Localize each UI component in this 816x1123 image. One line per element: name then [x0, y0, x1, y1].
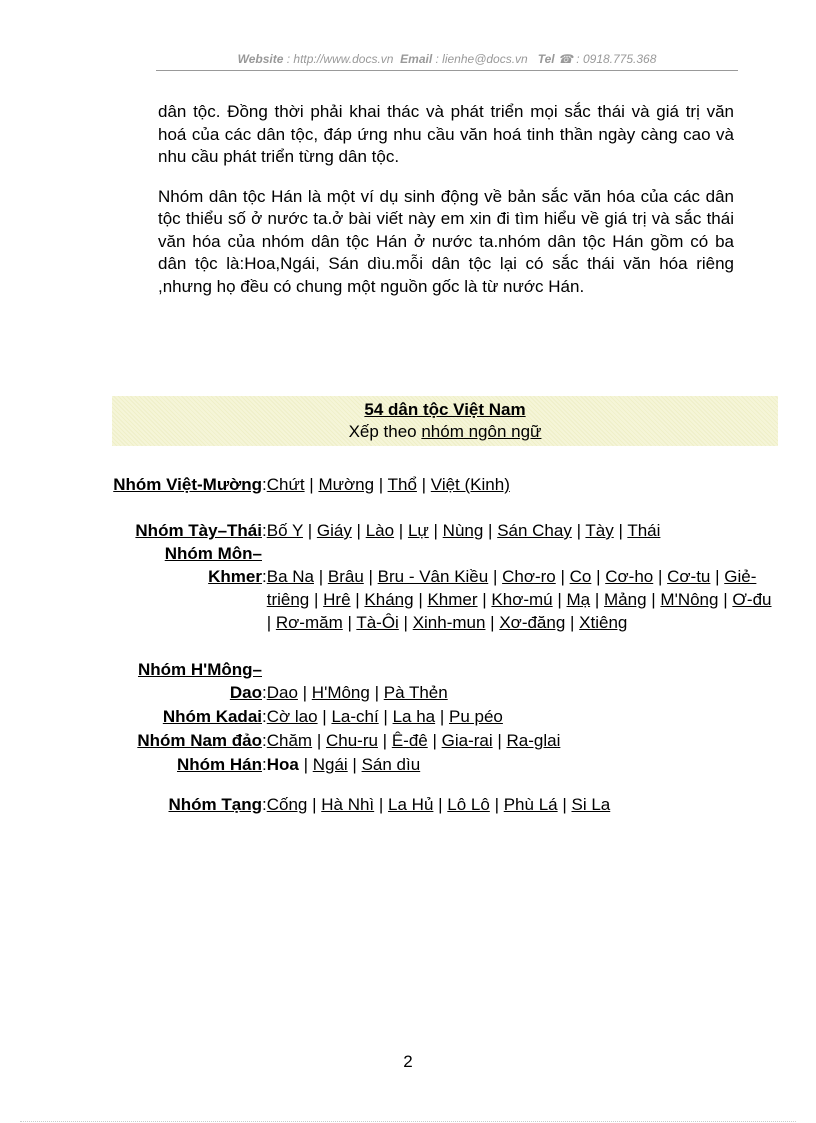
ethnic-group-link[interactable]: Rơ-măm — [275, 613, 343, 632]
groups-table — [112, 450, 778, 816]
website-value[interactable]: : http://www.docs.vn — [286, 52, 394, 66]
ethnic-group-link[interactable]: Lô Lô — [447, 795, 490, 814]
group-row — [112, 704, 778, 728]
separator: | — [557, 795, 572, 814]
ethnic-group-link[interactable]: Hà Nhì — [321, 795, 375, 814]
ethnic-group-link[interactable]: Ê-đê — [391, 731, 428, 750]
separator: | — [309, 590, 324, 609]
ethnic-group-link[interactable]: Chu-ru — [325, 731, 378, 750]
ethnic-group-link[interactable]: La-chí — [331, 707, 379, 726]
group-name[interactable]: Nhóm Kadai — [162, 707, 262, 726]
group-row — [112, 658, 778, 704]
ethnic-group-link[interactable]: Ngái — [312, 755, 348, 774]
ethnic-group-link[interactable]: M'Nông — [660, 590, 719, 609]
language-group-link[interactable]: nhóm ngôn ngữ — [421, 422, 542, 441]
ethnic-group-link[interactable]: Xinh-mun — [412, 613, 486, 632]
group-row — [112, 728, 778, 752]
separator: | — [378, 707, 393, 726]
ethnic-group-link[interactable]: Tày — [585, 521, 614, 540]
group-colon: : — [262, 567, 267, 586]
ethnic-group-link[interactable]: Nùng — [442, 521, 484, 540]
ethnic-group-link[interactable]: Sán dìu — [361, 755, 421, 774]
separator: | — [489, 795, 504, 814]
separator: | — [433, 795, 448, 814]
group-members — [267, 728, 778, 752]
group-name[interactable]: Nhóm Nam đảo — [137, 731, 262, 750]
ethnic-group-link[interactable]: Cơ-ho — [605, 567, 654, 586]
separator: | — [298, 755, 313, 774]
email-value[interactable]: : lienhe@docs.vn — [435, 52, 528, 66]
separator: | — [477, 590, 492, 609]
separator: | — [347, 755, 362, 774]
ethnic-group-link[interactable]: Khơ-mú — [491, 590, 553, 609]
ethnic-group-link[interactable]: Pà Thẻn — [383, 683, 448, 702]
ethnic-group-link[interactable]: La Hủ — [388, 795, 434, 814]
separator: | — [555, 567, 570, 586]
separator: | — [590, 590, 605, 609]
separator: | — [653, 567, 668, 586]
ethnic-group-link[interactable]: Giáy — [316, 521, 352, 540]
group-row — [112, 542, 778, 658]
email-label: Email — [400, 52, 433, 66]
group-colon: : — [262, 521, 267, 540]
ethnic-group-link[interactable]: Mảng — [604, 590, 647, 609]
ethnic-group-link[interactable]: Hrê — [323, 590, 351, 609]
phone-icon: ☎ — [558, 52, 573, 66]
group-name[interactable]: Nhóm Tày–Thái — [135, 521, 262, 540]
ethnic-group-link[interactable]: Gia-rai — [441, 731, 493, 750]
ethnic-group-link[interactable]: Mường — [318, 475, 375, 494]
group-members — [267, 704, 778, 728]
separator: | — [613, 521, 628, 540]
separator: | — [302, 521, 317, 540]
ethnic-group-link[interactable]: Co — [569, 567, 592, 586]
separator: | — [427, 731, 442, 750]
separator: | — [369, 683, 384, 702]
ethnic-group-link[interactable]: Bru - Vân Kiều — [377, 567, 489, 586]
separator: | — [374, 475, 388, 494]
ethnic-group-link[interactable]: Giẻ-triêng — [266, 567, 757, 609]
body-text — [158, 101, 734, 315]
separator: | — [718, 590, 733, 609]
group-members — [267, 658, 778, 704]
group-name[interactable]: Nhóm Hán — [177, 755, 262, 774]
tel-label: Tel — [537, 52, 555, 66]
separator: | — [312, 731, 326, 750]
subtitle-prefix: Xếp theo — [348, 422, 422, 441]
ethnic-group-link[interactable]: Xơ-đăng — [499, 613, 566, 632]
group-colon: : — [262, 475, 267, 494]
separator: | — [435, 707, 449, 726]
separator: | — [266, 613, 276, 632]
group-name[interactable]: Nhóm H'Mông–Dao — [138, 660, 262, 702]
ethnic-group-link[interactable]: H'Mông — [311, 683, 370, 702]
ethnic-group-link[interactable]: Ra-glai — [506, 731, 561, 750]
separator: | — [413, 590, 428, 609]
ethnic-group-link[interactable]: Khmer — [427, 590, 478, 609]
ethnic-group-link[interactable]: Thái — [627, 521, 661, 540]
separator: | — [416, 475, 431, 494]
table-subtitle — [112, 421, 778, 443]
group-members — [267, 776, 778, 816]
ethnic-group-link[interactable]: Thổ — [387, 475, 417, 494]
paragraph: Nhóm dân tộc Hán là một ví dụ sinh động về bản sắc văn hóa của các dân tộc thiểu số ở nước ta.ở bài viết này em xin đi tìm hiểu về giá trị và sắc thái văn hóa của nhóm dân tộc Hán ở nước ta.nhóm dân tộc Hán gồm có ba dân tộc là:Hoa,Ngái, Sán dìu.mỗi dân tộc lại có sắc thái văn hóa riêng ,nhưng họ đều có chung một nguồn gốc là từ nước Hán. — [158, 186, 734, 296]
separator: | — [398, 613, 413, 632]
ethnic-group-link[interactable]: Brâu — [327, 567, 364, 586]
group-row — [112, 752, 778, 776]
group-row — [112, 496, 778, 542]
separator: | — [485, 613, 500, 632]
separator: | — [304, 475, 319, 494]
group-name[interactable]: Nhóm Tạng — [168, 795, 262, 814]
ethnic-group-link[interactable]: Cờ lao — [266, 707, 318, 726]
group-members — [267, 496, 778, 542]
table-caption — [112, 396, 778, 446]
footer-divider — [20, 1121, 796, 1122]
paragraph: dân tộc. Đồng thời phải khai thác và phát triển mọi sắc thái và giá trị văn hoá của các dân tộc, đáp ứng nhu cầu văn hoá tinh thần ngày càng cao và nhu cầu phát triển từng dân tộc. — [158, 102, 734, 166]
page-header — [156, 52, 738, 66]
group-colon: : — [262, 795, 267, 814]
ethnic-group-link[interactable]: Dao — [266, 683, 298, 702]
ethnic-group-link[interactable]: Lào — [365, 521, 395, 540]
group-members — [267, 450, 778, 496]
group-row — [112, 776, 778, 816]
ethnic-group-link[interactable]: Mạ — [566, 590, 591, 609]
ethnic-group-link[interactable]: Pu péo — [449, 707, 503, 726]
ethnic-group-link[interactable]: La ha — [392, 707, 436, 726]
separator: | — [552, 590, 567, 609]
separator: | — [428, 521, 443, 540]
separator: | — [710, 567, 725, 586]
header-divider — [156, 70, 738, 71]
website-label: Website — [237, 52, 284, 66]
separator: | — [591, 567, 606, 586]
separator: | — [342, 613, 357, 632]
separator: | — [363, 567, 378, 586]
ethnic-group-link[interactable]: Ba Na — [266, 567, 314, 586]
group-colon: : — [262, 707, 267, 726]
ethnic-group-link[interactable]: Xtiêng — [579, 613, 628, 632]
group-members — [267, 542, 778, 658]
separator: | — [374, 795, 389, 814]
separator: | — [350, 590, 365, 609]
group-members — [267, 752, 778, 776]
ethnic-group-link[interactable]: Ơ-đu — [732, 590, 772, 609]
separator: | — [488, 567, 503, 586]
separator: | — [571, 521, 586, 540]
ethnic-group-link[interactable]: Phù Lá — [503, 795, 558, 814]
separator: | — [351, 521, 366, 540]
separator: | — [492, 731, 507, 750]
group-colon: : — [262, 731, 267, 750]
group-colon: : — [262, 755, 267, 774]
ethnic-group-link[interactable]: Cơ-tu — [667, 567, 711, 586]
group-colon: : — [262, 683, 267, 702]
tel-value: : 0918.775.368 — [576, 52, 657, 66]
separator: | — [646, 590, 661, 609]
separator: | — [483, 521, 498, 540]
ethnic-group-link[interactable]: Si La — [571, 795, 611, 814]
separator: | — [394, 521, 408, 540]
group-row — [112, 450, 778, 496]
ethnic-groups-table — [112, 396, 778, 816]
ethnic-group-link[interactable]: Chứt — [266, 475, 305, 494]
ethnic-group-link[interactable]: Chơ-ro — [502, 567, 556, 586]
ethnic-group-link[interactable]: Bố Y — [266, 521, 303, 540]
ethnic-group-link[interactable]: Lự — [407, 521, 429, 540]
ethnic-group-link[interactable]: Kháng — [364, 590, 414, 609]
ethnic-group-link[interactable]: Tà-Ôi — [356, 613, 399, 632]
separator: | — [297, 683, 312, 702]
separator: | — [565, 613, 580, 632]
ethnic-group-link[interactable]: Cống — [266, 795, 308, 814]
ethnic-group-link[interactable]: Hoa — [266, 755, 299, 774]
group-name[interactable]: Nhóm Việt-Mường — [113, 475, 262, 494]
ethnic-group-link[interactable]: Việt (Kinh) — [430, 475, 510, 494]
table-title[interactable]: 54 dân tộc Việt Nam — [364, 400, 526, 419]
separator: | — [307, 795, 322, 814]
separator: | — [377, 731, 392, 750]
page-number: 2 — [403, 1052, 413, 1071]
separator: | — [317, 707, 332, 726]
separator: | — [313, 567, 328, 586]
ethnic-group-link[interactable]: Sán Chay — [497, 521, 572, 540]
ethnic-group-link[interactable]: Chăm — [266, 731, 313, 750]
group-name[interactable]: Nhóm Môn–Khmer — [164, 544, 262, 586]
